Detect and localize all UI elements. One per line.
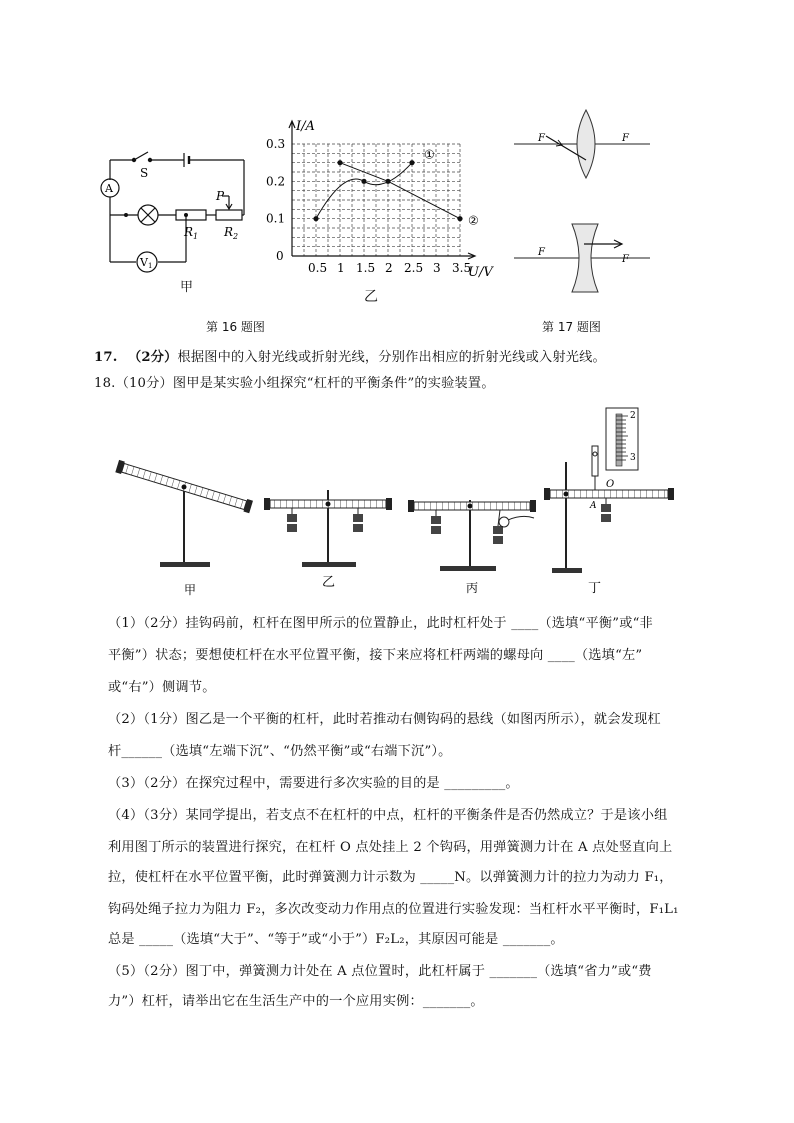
graph-caption: 乙 — [364, 289, 378, 305]
slider-label: P — [216, 189, 225, 203]
x-tick-label: 0.5 — [308, 261, 328, 275]
lever-figures — [112, 402, 692, 602]
data-point — [337, 160, 342, 165]
q18-line: 钩码处绳子拉力为阻力 F₂，多次改变动力作用点的位置进行实验发现：当杠杆水平平衡时，F₁L₁ — [108, 902, 679, 917]
q17-number: 17. — [94, 350, 118, 365]
x-tick-label: 1 — [337, 261, 345, 275]
q17-text: 根据图中的入射光线或折射光线，分别作出相应的折射光线或入射光线。 — [177, 350, 606, 365]
data-point — [313, 216, 318, 221]
y-axis-label: I/A — [296, 119, 315, 134]
q18-line: （3）（2分）在探究过程中，需要进行多次实验的目的是 _________。 — [108, 776, 519, 791]
focus-label: F — [622, 133, 629, 144]
focus-label: F — [622, 254, 629, 265]
y-tick-label: 0.1 — [266, 211, 286, 226]
lever-ding — [544, 408, 674, 573]
fig17-caption: 第 17 题图 — [542, 320, 601, 334]
switch-label: S — [140, 166, 149, 180]
fig-label-jia: 甲 — [184, 583, 197, 597]
q18-line: 或“右”）侧调节。 — [108, 680, 216, 695]
q18-line: （1）（2分）挂钩码前，杠杆在图甲所示的位置静止，此时杠杆处于 ____（选填“平衡”或“非 — [108, 616, 653, 631]
series-label: ① — [424, 147, 435, 162]
lever-bing — [408, 500, 536, 571]
r1-label: $R_1$ — [184, 225, 199, 241]
q18-line: 杆______（选填“左端下沉”、“仍然平衡”或“右端下沉”）。 — [108, 744, 452, 759]
voltmeter-label: V1 — [140, 256, 153, 270]
fig-label-ding: 丁 — [588, 581, 602, 596]
x-tick-label: 3.5 — [452, 261, 472, 275]
lever-yi — [264, 490, 392, 567]
point-a-label: A — [590, 501, 597, 511]
q18-line: （5）（2分）图丁中，弹簧测力计处在 A 点位置时，此杠杆属于 _______（选填“省力”或“费 — [108, 964, 652, 979]
scale-mark: 3 — [630, 453, 636, 463]
fig-label-bing: 丙 — [466, 581, 479, 595]
data-point — [361, 179, 366, 184]
x-axis-label: U/V — [468, 265, 493, 280]
focus-label: F — [538, 133, 545, 144]
r2-label: $R_2$ — [224, 225, 239, 241]
q18-line: 力”）杠杆，请举出它在生活生产中的一个应用实例：_______。 — [108, 994, 484, 1009]
q18-line: 平衡”）状态；要想使杠杆在水平位置平衡，接下来应将杠杆两端的螺母向 ____（选填“左” — [108, 648, 643, 663]
y-tick-label: 0.3 — [266, 137, 286, 151]
iu-chart — [262, 116, 510, 296]
q18-line: 总是 _____（选填“大于”、“等于”或“小于”）F₂L₂，其原因可能是 _______。 — [108, 932, 564, 947]
data-point — [457, 216, 462, 221]
q18-line: 拉，使杠杆在水平位置平衡，此时弹簧测力计示数为 _____N。以弹簧测力计的拉力为动力 F₁， — [108, 870, 673, 885]
q18-line: （4）（3分）某同学提出，若支点不在杠杆的中点，杠杆的平衡条件是否仍然成立？于是该小组 — [108, 808, 668, 823]
lever-jia — [115, 460, 253, 567]
question-18-head: 18.（10分）图甲是某实验小组探究“杠杆的平衡条件”的实验装置。 — [94, 376, 495, 391]
question-17 — [94, 346, 606, 365]
lens-diagram — [510, 104, 660, 304]
q17-score: （2分） — [127, 350, 178, 365]
ammeter-label: A — [105, 182, 113, 195]
x-tick-label: 1.5 — [356, 261, 376, 275]
scale-mark: 2 — [630, 411, 636, 421]
x-tick-label: 2 — [385, 261, 393, 275]
x-tick-label: 3 — [433, 261, 441, 275]
y-tick-label: 0.2 — [266, 174, 286, 189]
q18-line: （2）（1分）图乙是一个平衡的杠杆，此时若推动右侧钩码的悬线（如图丙所示），就会发现杠 — [108, 712, 661, 727]
point-o-label: O — [606, 479, 615, 490]
data-point — [385, 179, 390, 184]
fig16-caption: 第 16 题图 — [206, 320, 265, 334]
fig-label-yi: 乙 — [322, 575, 336, 590]
x-tick-label: 2.5 — [404, 261, 424, 275]
circuit-caption: 甲 — [180, 280, 194, 295]
q18-line: 利用图丁所示的装置进行探究，在杠杆 O 点处挂上 2 个钩码，用弹簧测力计在 A 点处竖直向上 — [108, 840, 673, 855]
series-label: ② — [468, 213, 479, 228]
data-point — [409, 160, 414, 165]
y-tick-label: 0 — [276, 249, 284, 263]
focus-label: F — [538, 247, 545, 258]
